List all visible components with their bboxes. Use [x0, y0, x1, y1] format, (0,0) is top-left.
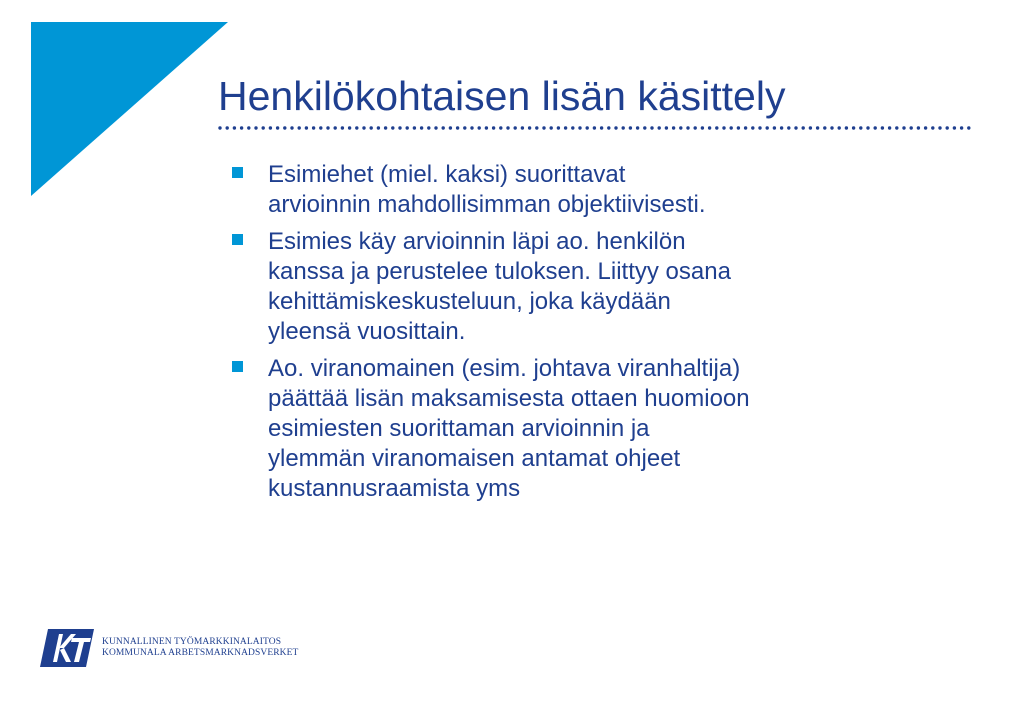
bullet-text-line: esimiesten suorittaman arvioinnin ja	[268, 415, 650, 442]
title-dotted-rule	[218, 124, 978, 132]
logo-text-finnish: KUNNALLINEN TYÖMARKKINALAITOS	[102, 637, 282, 647]
bullet-text-line: kustannusraamista yms	[268, 475, 521, 502]
bullet-text-line: ylemmän viranomaisen antamat ohjeet	[268, 445, 681, 472]
bullet-text-line: päättää lisän maksamisesta ottaen huomioon	[268, 385, 750, 412]
corner-decoration	[0, 0, 230, 200]
bullet-text-line: Esimiehet (miel. kaksi) suorittavat	[268, 161, 626, 188]
bullet-text-line: Esimies käy arvioinnin läpi ao. henkilön	[268, 228, 686, 255]
bullet-text-line: Ao. viranomainen (esim. johtava viranhaltija)	[268, 355, 741, 382]
bullet-item	[228, 227, 918, 347]
square-bullet-icon	[232, 234, 243, 245]
slide-title: Henkilökohtaisen lisän käsittely	[218, 73, 786, 119]
bullet-text-line: kehittämiskeskusteluun, joka käydään	[268, 288, 671, 315]
logo-text-swedish: KOMMUNALA ARBETSMARKNADSVERKET	[102, 648, 299, 658]
bullet-text-line: kanssa ja perustelee tuloksen. Liittyy osana	[268, 258, 731, 285]
bullet-text-line: yleensä vuosittain.	[268, 318, 466, 345]
organization-logo	[40, 629, 298, 667]
logo-text	[102, 637, 298, 659]
bullet-text-line: arvioinnin mahdollisimman objektiivisesti.	[268, 191, 706, 218]
square-bullet-icon	[232, 167, 243, 178]
bullet-item	[228, 354, 918, 504]
bullet-list	[228, 160, 918, 511]
square-bullet-icon	[232, 361, 243, 372]
bullet-item	[228, 160, 918, 220]
kt-logo-icon	[40, 629, 96, 667]
